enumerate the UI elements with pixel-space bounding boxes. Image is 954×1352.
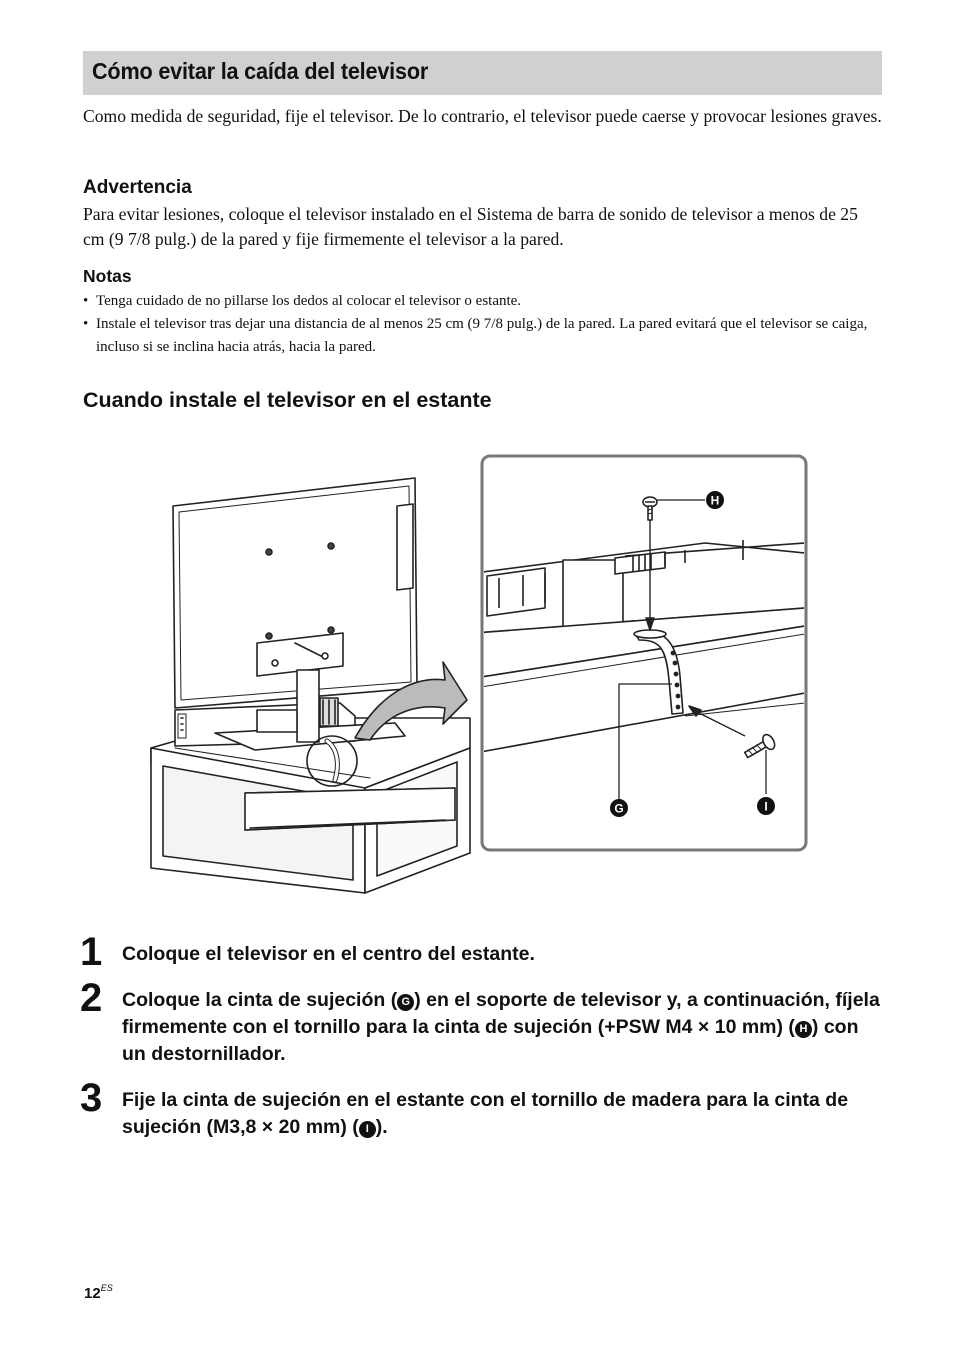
- section-title-bar: [83, 51, 882, 95]
- svg-text:I: I: [764, 799, 768, 814]
- step-number: 1: [80, 930, 103, 974]
- callout-g: [610, 799, 628, 817]
- callout-g-ref: G: [397, 994, 414, 1011]
- section-subheading: Cuando instale el televisor en el estante: [83, 388, 492, 412]
- intro-paragraph: Como medida de seguridad, fije el televisor. De lo contrario, el televisor puede caerse y provocar lesiones graves.: [83, 106, 882, 126]
- step-text: Coloque la cinta de sujeción ( G ) en el soporte de televisor y, a continuación, fíjela firmemente con el tornillo para la cinta de sujeción (+PSW M4 × 10 mm) ( H ) con un destornillador.: [122, 989, 880, 1065]
- step-text: Coloque el televisor en el centro del estante.: [122, 943, 535, 965]
- notes-heading: Notas: [83, 266, 132, 286]
- callout-h-ref: H: [795, 1021, 812, 1038]
- notes-list: [83, 290, 883, 359]
- callout-h: [706, 491, 724, 509]
- tv-back: [173, 478, 417, 742]
- svg-text:H: H: [710, 493, 720, 508]
- step-text: Fije la cinta de sujeción en el estante con el tornillo de madera para la cinta de sujeción (M3,8 × 20 mm) ( I ).: [122, 1089, 849, 1138]
- note-item: • Instale el televisor tras dejar una distancia de al menos 25 cm (9 7/8 pulg.) de la pared. La pared evitará que el televisor se caiga, incluso si se inclina hacia atrás, hacia la pared.: [83, 313, 883, 359]
- page-number: $12^{ES}$: [84, 1283, 113, 1302]
- svg-text:G: G: [614, 801, 624, 816]
- installation-illustration: [145, 448, 815, 903]
- callout-i: [757, 797, 775, 815]
- warning-text: Para evitar lesiones, coloque el televisor instalado en el Sistema de barra de sonido de televisor a menos de 25 cm (9 7/8 pulg.) de la pared y fije firmemente el televisor a la pared.: [83, 204, 858, 249]
- step-number: 2: [80, 976, 103, 1020]
- page-title: Cómo evitar la caída del televisor: [92, 58, 429, 84]
- note-item: • Tenga cuidado de no pillarse los dedos al colocar el televisor o estante.: [83, 290, 883, 313]
- step-number: 3: [80, 1076, 103, 1120]
- callout-i-ref: I: [359, 1121, 376, 1138]
- warning-heading: Advertencia: [83, 177, 192, 198]
- detail-inset: [475, 456, 806, 850]
